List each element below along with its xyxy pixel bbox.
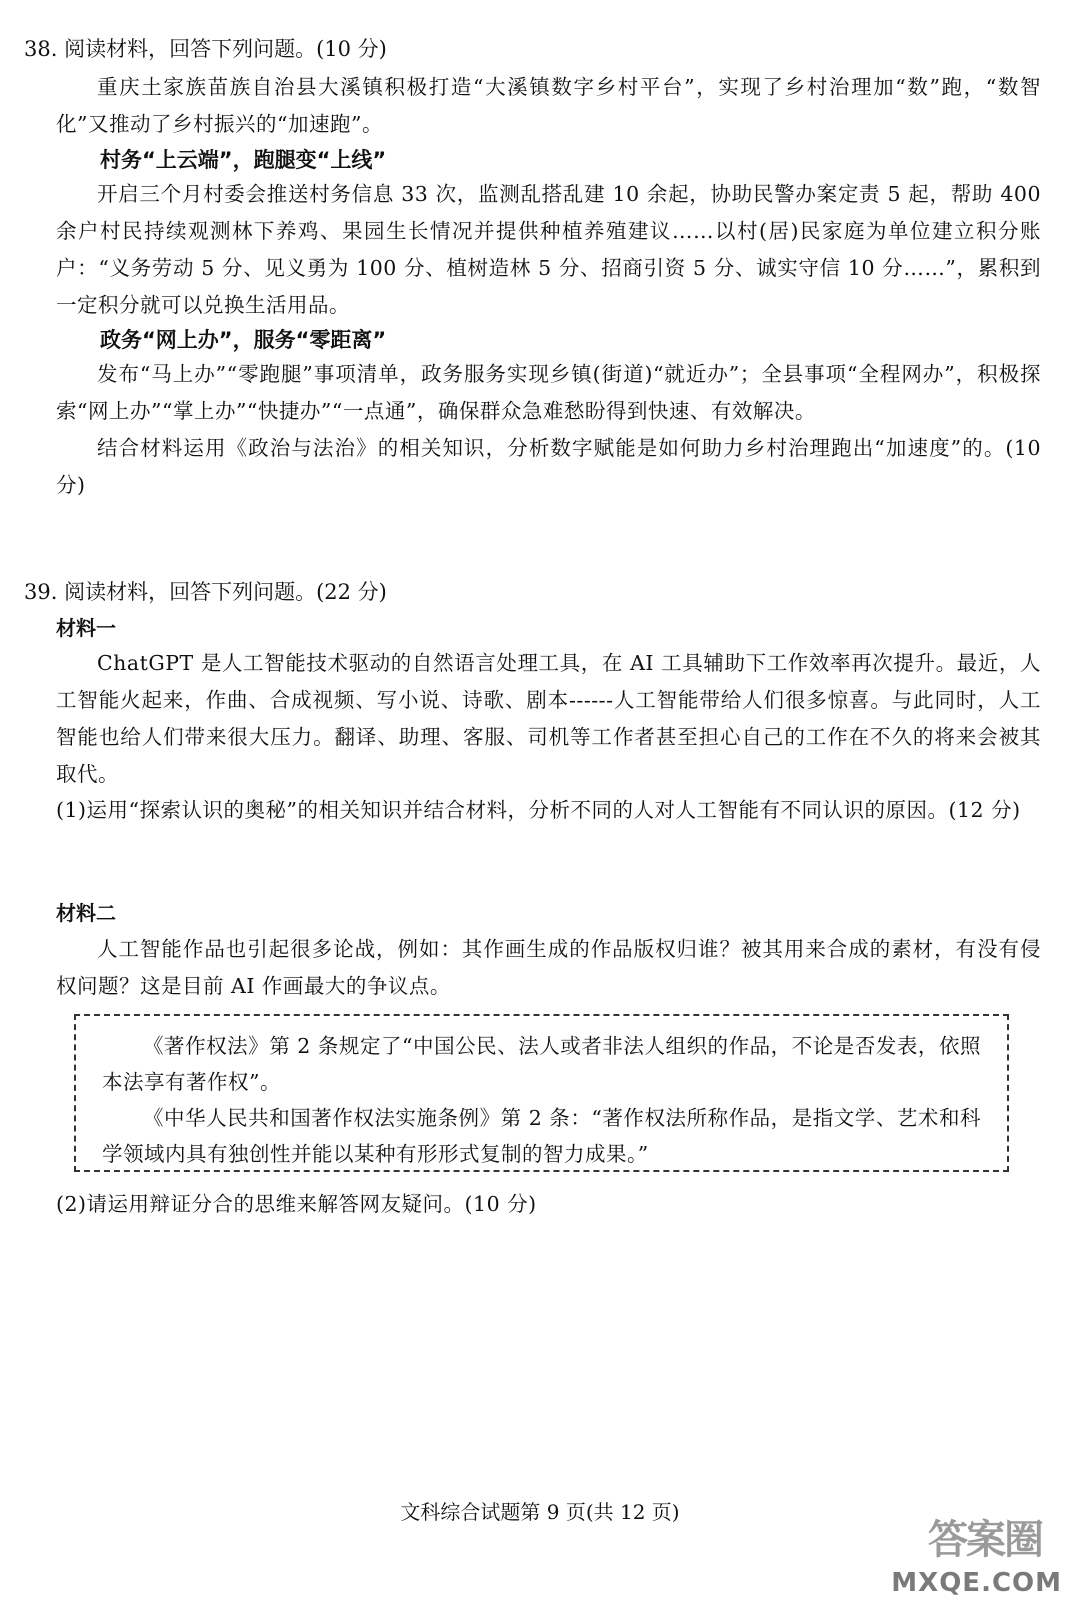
- material-2-label: 材料二: [56, 901, 116, 925]
- watermark-url: MXQE.COM: [891, 1568, 1062, 1598]
- law-quote-2: 《中华人民共和国著作权法实施条例》第 2 条：“著作权法所称作品，是指文学、艺术和科学领域内具有独创性并能以某种有形形式复制的智力成果。”: [102, 1106, 981, 1166]
- law-quote-box: [74, 1014, 1009, 1172]
- question-39-sub-2: (2)请运用辩证分合的思维来解答网友疑问。(10 分): [56, 1192, 537, 1216]
- site-watermark: [891, 1508, 1062, 1598]
- question-38-paragraph-1: 开启三个月村委会推送村务信息 33 次，监测乱搭乱建 10 余起，协助民警办案定责 5 起，帮助 400 余户村民持续观测林下养鸡、果园生长情况并提供种植养殖建议……以村(居)民家庭为单位建立积分账户：“义务劳动 5 分、见义勇为 100 分、植树造林 5 分、招商引资 5 分、诚实守信 10 分……”，累积到一定积分就可以兑换生活用品。: [56, 182, 1041, 317]
- question-38-heading: 38. 阅读材料，回答下列问题。(10 分): [24, 37, 387, 61]
- question-38-intro: 重庆土家族苗族自治县大溪镇积极打造“大溪镇数字乡村平台”，实现了乡村治理加“数”跑，“数智化”又推动了乡村振兴的“加速跑”。: [56, 75, 1041, 136]
- watermark-logo-text: 答案圈: [928, 1517, 1042, 1563]
- question-38-paragraph-2: 发布“马上办”“零跑腿”事项清单，政务服务实现乡镇(街道)“就近办”；全县事项“全程网办”，积极探索“网上办”“掌上办”“快捷办”“一点通”，确保群众急难愁盼得到快速、有效解决。: [56, 362, 1041, 423]
- question-38-subheading-2: 政务“网上办”，服务“零距离”: [100, 328, 387, 352]
- material-2-text: 人工智能作品也引起很多论战，例如：其作画生成的作品版权归谁？被其用来合成的素材，有没有侵权问题？这是目前 AI 作画最大的争议点。: [56, 937, 1041, 998]
- law-quote-1: 《著作权法》第 2 条规定了“中国公民、法人或者非法人组织的作品，不论是否发表，依照本法享有著作权”。: [102, 1034, 981, 1094]
- material-1-label: 材料一: [56, 616, 116, 640]
- page-footer: 文科综合试题第 9 页(共 12 页): [400, 1500, 680, 1524]
- question-38-subheading-1: 村务“上云端”，跑腿变“上线”: [100, 148, 387, 172]
- material-1-text: ChatGPT 是人工智能技术驱动的自然语言处理工具，在 AI 工具辅助下工作效率再次提升。最近，人工智能火起来，作曲、合成视频、写小说、诗歌、剧本------人工智能带给人们很多惊喜。与此同时，人工智能也给人们带来很大压力。翻译、助理、客服、司机等工作者甚至担心自己的工作在不久的将来会被其取代。: [56, 651, 1041, 786]
- question-39-heading: 39. 阅读材料，回答下列问题。(22 分): [24, 580, 387, 604]
- question-39-sub-1: (1)运用“探索认识的奥秘”的相关知识并结合材料，分析不同的人对人工智能有不同认识的原因。(12 分): [56, 798, 1021, 822]
- question-38-prompt: 结合材料运用《政治与法治》的相关知识，分析数字赋能是如何助力乡村治理跑出“加速度”的。(10 分): [56, 436, 1041, 497]
